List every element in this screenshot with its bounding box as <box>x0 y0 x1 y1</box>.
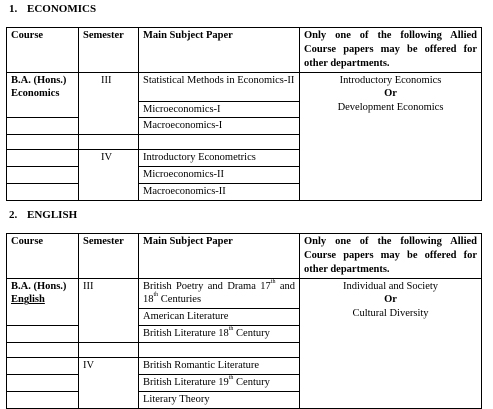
paper-cell: Introductory Econometrics <box>139 150 300 167</box>
semester-cell: IV <box>79 150 139 201</box>
paper-text: Century <box>233 328 270 340</box>
allied-or: Or <box>384 88 397 100</box>
paper-cell-empty <box>139 343 300 358</box>
paper-text: British Literature 18 <box>143 328 229 340</box>
course-line: B.A. (Hons.) <box>11 280 67 292</box>
semester-cell: III <box>79 72 139 135</box>
table-row <box>7 72 482 101</box>
header-allied: Only one of the following Allied Course papers may be offered for other departments. <box>300 234 482 279</box>
paper-cell <box>139 326 300 343</box>
paper-sup: th <box>228 374 234 381</box>
paper-sup: th <box>153 292 159 299</box>
paper-cell: Literary Theory <box>139 391 300 408</box>
course-line: Economics <box>11 88 60 100</box>
course-cell-empty <box>7 184 79 201</box>
section-number: 2. <box>9 209 18 221</box>
section-title-english <box>9 208 77 223</box>
allied-cell <box>300 72 482 200</box>
paper-sup: th <box>270 278 276 285</box>
header-course: Course <box>7 234 79 279</box>
paper-cell: Macroeconomics-II <box>139 184 300 201</box>
course-cell-empty <box>7 135 79 150</box>
course-line: B.A. (Hons.) <box>11 74 67 86</box>
paper-text: British Literature 19 <box>143 376 229 388</box>
course-cell-empty <box>7 391 79 408</box>
paper-text: Centuries <box>158 294 202 306</box>
header-course: Course <box>7 28 79 73</box>
section-number: 1. <box>9 3 18 15</box>
english-table <box>6 233 482 409</box>
section-title-economics <box>9 2 96 17</box>
section-name: ENGLISH <box>27 209 78 221</box>
paper-cell <box>139 278 300 309</box>
paper-sup: th <box>228 326 234 333</box>
semester-cell: III <box>79 278 139 342</box>
course-cell-empty <box>7 167 79 184</box>
header-semester: Semester <box>79 28 139 73</box>
course-cell-empty <box>7 326 79 343</box>
paper-cell <box>139 374 300 391</box>
table-header-row <box>7 28 482 73</box>
paper-cell-empty <box>139 135 300 150</box>
header-paper: Main Subject Paper <box>139 234 300 279</box>
semester-cell-empty <box>79 343 139 358</box>
paper-cell: British Romantic Literature <box>139 358 300 375</box>
paper-cell: Statistical Methods in Economics-II <box>139 72 300 101</box>
course-cell-empty <box>7 374 79 391</box>
header-allied: Only one of the following Allied Course papers may be offered for other departments. <box>300 28 482 73</box>
economics-table <box>6 27 482 201</box>
course-line: English <box>11 294 45 306</box>
course-cell-empty <box>7 358 79 375</box>
allied-cell <box>300 278 482 408</box>
course-cell-empty <box>7 150 79 167</box>
course-cell <box>7 278 79 326</box>
allied-option: Development Economics <box>337 102 444 114</box>
paper-cell: Macroeconomics-I <box>139 118 300 135</box>
allied-or: Or <box>384 294 397 306</box>
paper-cell: Microeconomics-I <box>139 101 300 118</box>
allied-option: Individual and Society <box>342 280 439 292</box>
course-cell-empty <box>7 343 79 358</box>
paper-text: British Poetry and Drama 17 <box>143 280 271 292</box>
paper-text: and 18 <box>143 280 295 306</box>
table-header-row <box>7 234 482 279</box>
semester-cell: IV <box>79 358 139 409</box>
header-semester: Semester <box>79 234 139 279</box>
allied-option: Cultural Diversity <box>352 308 429 320</box>
course-cell-empty <box>7 118 79 135</box>
paper-cell: Microeconomics-II <box>139 167 300 184</box>
section-name: ECONOMICS <box>27 3 97 15</box>
paper-cell: American Literature <box>139 309 300 326</box>
table-row <box>7 278 482 309</box>
header-paper: Main Subject Paper <box>139 28 300 73</box>
semester-cell-empty <box>79 135 139 150</box>
allied-option: Introductory Economics <box>339 74 442 86</box>
course-cell <box>7 72 79 118</box>
paper-text: Century <box>233 376 270 388</box>
